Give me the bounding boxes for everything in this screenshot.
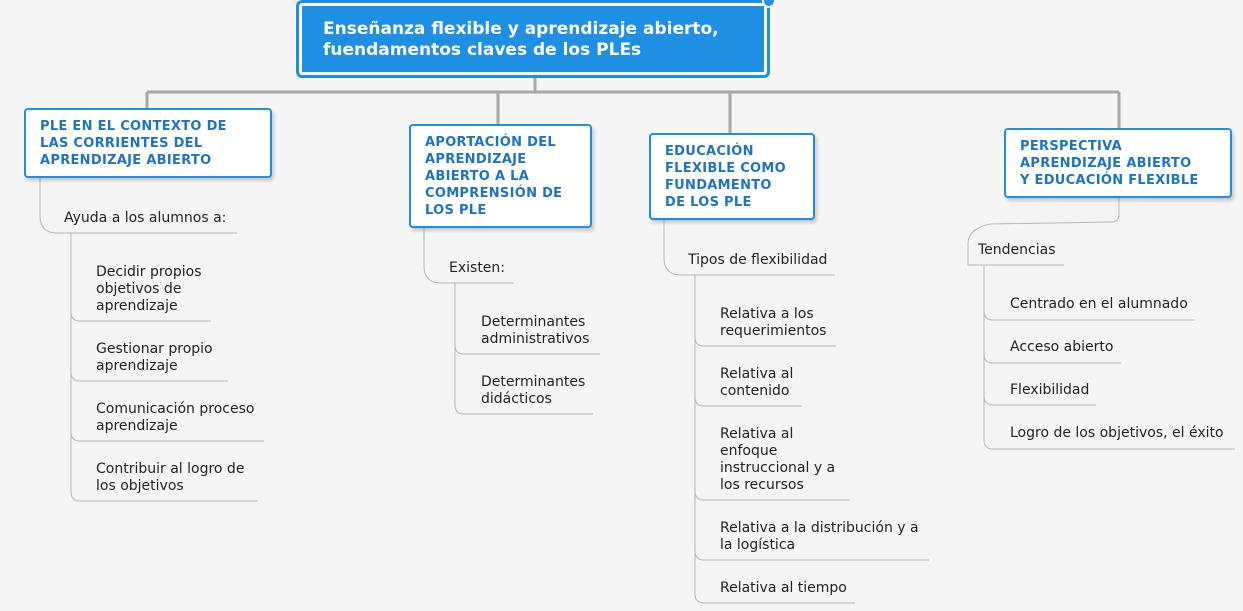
central-topic[interactable] bbox=[296, 0, 770, 78]
main-topic-perspectiva[interactable] bbox=[1004, 128, 1232, 198]
subtopic-item[interactable]: Gestionar propio aprendizaje bbox=[96, 341, 213, 374]
subtopic-item[interactable]: Flexibilidad bbox=[1010, 382, 1090, 398]
subtopic-item[interactable]: Centrado en el alumnado bbox=[1010, 296, 1188, 312]
main-topic-title: PLE EN EL CONTEXTO DE LAS CORRIENTES DEL APRENDIZAJE ABIERTO bbox=[40, 119, 227, 168]
subtopic-item[interactable]: Contribuir al logro de los objetivos bbox=[96, 461, 245, 494]
subtopic-item[interactable]: Relativa al enfoque instruccional y a los recursos bbox=[720, 426, 836, 493]
subtopic-item[interactable]: Relativa al contenido bbox=[720, 366, 794, 399]
subtopic-label-existen[interactable]: Existen: bbox=[449, 260, 506, 276]
main-topic-title: APORTACIÓN DEL APRENDIZAJE ABIERTO A LA COMPRENSIÓN DE LOS PLE bbox=[425, 135, 563, 218]
subtopic-item[interactable]: Determinantes didácticos bbox=[481, 374, 586, 407]
subtopic-item[interactable]: Comunicación proceso aprendizaje bbox=[96, 401, 255, 434]
main-topic-aportacion[interactable] bbox=[409, 124, 592, 228]
main-topic-title: EDUCACIÓN FLEXIBLE COMO FUNDAMENTO DE LOS PLE bbox=[665, 144, 786, 210]
subtopic-label-tipos[interactable]: Tipos de flexibilidad bbox=[688, 252, 828, 268]
central-topic-title: Enseñanza flexible y aprendizaje abierto, fuendamentos claves de los PLEs bbox=[323, 19, 719, 60]
main-topic-educacion-flexible[interactable] bbox=[649, 133, 815, 220]
subtopic-item[interactable]: Relativa a los requerimientos bbox=[720, 306, 827, 339]
subtopic-item[interactable]: Relativa a la distribución y a la logística bbox=[720, 520, 919, 553]
subtopic-item[interactable]: Determinantes administrativos bbox=[481, 314, 590, 347]
main-topic-title: PERSPECTIVA APRENDIZAJE ABIERTO Y EDUCACIÓN FLEXIBLE bbox=[1020, 139, 1199, 188]
subtopic-label-tendencias[interactable]: Tendencias bbox=[978, 242, 1056, 258]
main-topic-ple-contexto[interactable] bbox=[24, 108, 272, 178]
subtopic-item[interactable]: Acceso abierto bbox=[1010, 339, 1114, 355]
subtopic-item[interactable]: Decidir propios objetivos de aprendizaje bbox=[96, 264, 202, 314]
subtopic-label-ayuda[interactable]: Ayuda a los alumnos a: bbox=[64, 210, 227, 226]
subtopic-item[interactable]: Relativa al tiempo bbox=[720, 580, 847, 596]
subtopic-item[interactable]: Logro de los objetivos, el éxito bbox=[1010, 425, 1224, 441]
